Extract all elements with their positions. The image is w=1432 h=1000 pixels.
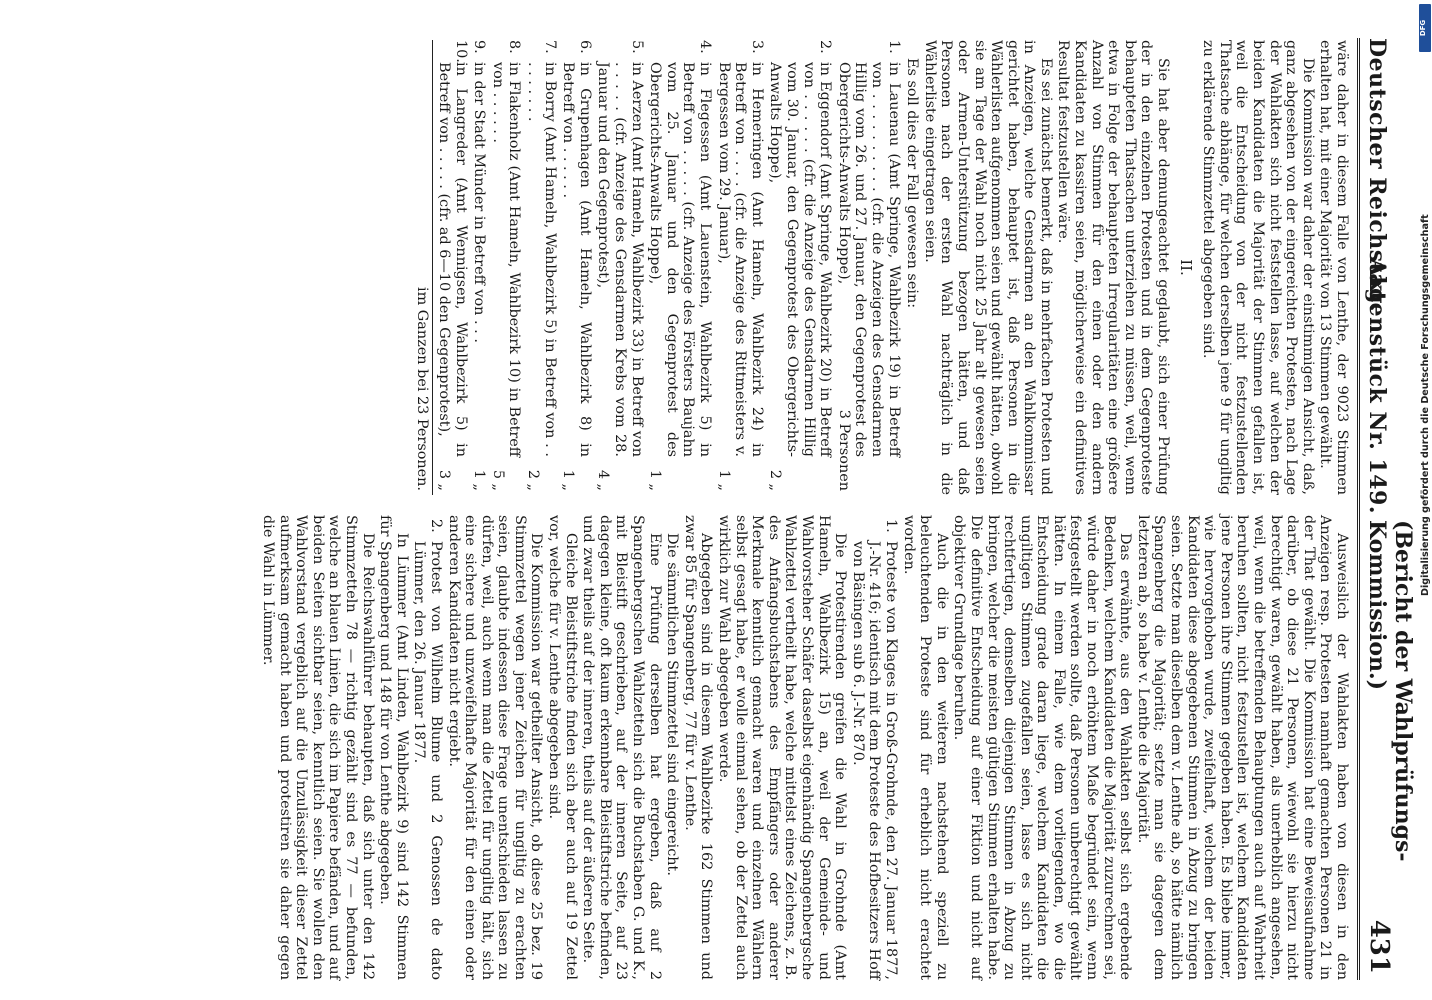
paragraph: Es soll dies der Fall gewesen sein: (904, 58, 921, 309)
item-number: 2. (427, 519, 444, 533)
item-number: 1. (882, 519, 899, 533)
item-number: 3. (748, 40, 765, 54)
paragraph: Die sämmtlichen Stimmzettel sind eingereicht. (664, 533, 681, 876)
item-number: 2. (817, 40, 834, 54)
paragraph: Gleiche Bleistiftstriche finden sich aber auch auf 19 Zettel vor, welche für v. Lenthe abgegeben sind. (546, 515, 579, 980)
paragraph: Die Kommission war getheilter Ansicht, ob diese 25 bez. 19 Stimmzettel wegen jener Zeichen für ungiltig zu erachten seien, glaubte indessen diese Frage unentschieden lassen zu dürfen, weil, auch wenn man die Zettel für ungiltig hält, sich eine sichere und unzweifelhafte Majorität für den einen oder anderen Kandidaten nicht ergiebt. (445, 515, 545, 980)
list-item (471, 40, 488, 495)
header-title: Deutscher Reichstag. (1364, 38, 1390, 313)
item-count: 1 „ (560, 469, 577, 491)
paragraph: Das erwähnte, aus den Wahlakten selbst sich ergebende Bedenken, welchem Kandidaten die Majorität zuzurechnen sei, würde daher in noch erhöhtem Maße begründet sein, wenn festgestellt werden sollte, daß Personen unberechtigt gewählt hätten. In einem Falle, wie dem vorliegenden, wo die Entscheidung grade daran liege, welchem Kandidaten die ungiltigen Stimmen zugefallen seien, lasse es sich nicht rechtfertigen, demselben diejenigen Stimmen in Abzug zu bringen, welcher die meisten gültigen Stimmen erhalten habe. Die definitive Entscheidung auf einer Fiktion und nicht auf objektiver Grundlage beruhen. (951, 515, 1134, 980)
item-count: 2 „ (767, 469, 784, 491)
paragraph: Es sei zunächst bemerkt, daß in mehrfachen Protesten und in Anzeigen, welche Gensdarmen an den Wahlkommissar gerichtet haben, behauptet ist, daß Personen in die Wählerlisten aufgenommen seien und gewählt hätten, obwohl sie am Tage der Wahl noch nicht 25 Jahr alt gewesen seien oder Armen-Unterstützung bezogen hätten, und daß Personen nach der ersten Wahl nachträglich in die Wählerliste eingetragen seien. (921, 40, 1054, 495)
item-text: in der Stadt Münder in Betreff von . . . (471, 62, 488, 343)
running-header-left (1357, 38, 1392, 518)
running-header-right (1357, 510, 1416, 980)
paragraph: Abgegeben sind in diesem Wahlbezirke 162 Stimmen und zwar 85 für Spangenberg, 77 für v. Lenthe. (681, 515, 715, 980)
item-text: Protest von Wilhelm Blume und 2 Genossen de dato Lümmer, den 26. Januar 1877. (411, 541, 444, 980)
list-item (767, 40, 833, 495)
list-item (849, 515, 899, 980)
item-text: in Eggendorf (Amt Springe, Wahlbezirk 20) in Betreff von . . . . . . (cfr. die Anzeige des Gensdarmen Hillig vom 30. Januar, den Gegenprotest des Obergerichts-Anwalts Hoppe), (767, 62, 834, 457)
item-number: 1. (885, 40, 902, 54)
total-line: im Ganzen bei 23 Personen. (413, 40, 433, 495)
list-item (560, 40, 593, 495)
item-number: 10. (452, 40, 469, 63)
item-number: 5. (628, 40, 645, 54)
list-item (835, 40, 901, 495)
header-document-number: Aktenstück Nr. 149. (1364, 258, 1390, 514)
margin-credit-text: Digitalisierung gefördert durch die Deutsche Forschungsgemeinschaft (1420, 214, 1431, 596)
left-column (413, 40, 1350, 495)
paragraph: Ausweislich der Wahlakten haben von diesen in den Anzeigen resp. Protesten namhaft gemachten Personen 21 in der That gewählt. Die Kommission hat eine Beweisaufnahme darüber, ob diese 21 Personen, wiewohl sie hierzu nicht berechtigt waren, gewählt haben, als unerheblich angesehen, weil, wenn die betreffenden Behauptungen auch auf Wahrheit beruhen sollten, nicht festzustellen ist, welchem Kandidaten jene Personen ihre Stimmen gegeben haben. Es bliebe immer, wie hervorgehoben wurde, zweifelhaft, welchem der beiden Kandidaten diese abgegebenen Stimmen in Abzug zu bringen seien. Setzte man dieselben dem v. Lenthe ab, so hätte nämlich Spangenberg die Majorität; setzte man sie dagegen dem letzteren ab, so habe v. Lenthe die Majorität. (1134, 515, 1350, 980)
item-count: 5 „ (489, 469, 506, 491)
paragraph: In Lümmer (Amt Linden, Wahlbezirk 9) sind 142 Stimmen für Spangenberg und 148 für von Lenthe abgegeben. (377, 515, 410, 980)
list-item (595, 40, 645, 495)
item-count: 1 „ (715, 469, 732, 491)
list-item (647, 40, 713, 495)
item-number: 7. (541, 40, 558, 54)
paragraph: Eine Prüfung derselben hat ergeben, daß auf 2 Spangenbergschen Wahlzetteln sich die Buchstaben G. und K., mit Bleistift geschrieben, auf der inneren Seite, auf 23 dagegen kleine, oft kaum erkennbare Bleistiftstriche befinden, und zwar theils auf der inneren, theils auf der äußeren Seite. (580, 515, 663, 980)
item-text: in Aerzen (Amt Hameln, Wahlbezirk 33) in Betreff von . . . . . (cfr. Anzeige des Gensdarmen Krebs vom 28. Januar und den Gegenprotest), (595, 62, 645, 457)
section-heading: II. (1176, 259, 1195, 276)
item-number: 8. (506, 40, 523, 54)
item-count: 1 „ (471, 469, 488, 491)
item-text: in Lauenau (Amt Springe, Wahlbezirk 19) in Betreff von . . . . . . . . . . (cfr. die Anzeigen des Gensdarmen Hillig vom 26. und 27. Januar, den Gegenprotest des Obergerichts-Anwalts Hoppe), (835, 62, 902, 457)
item-text: in Grupenhagen (Amt Hameln, Wahlbezirk 8) in Betreff von . . . . . . (560, 62, 593, 457)
item-text: in Langreder (Amt Wennigsen, Wahlbezirk 5) in Betreff von . . . . . (cfr. ad 6—10 den Gegenprotest), (436, 62, 469, 457)
dfg-logo-text: DFG (1419, 19, 1428, 37)
right-column (258, 515, 1350, 980)
paragraph: Sie hat aber demungeachtet geglaubt, sich einer Prüfung der in den einzelnen Protesten und in dem Gegenproteste behaupteten Thatsachen unterziehen zu müssen, weil, wenn etwa in Folge der behaupteten Irregularitäten eine größere Anzahl von Stimmen für den einen oder den andern Kandidaten zu kassiren seien, möglicherweise ein definitives Resultat festzustellen wäre. (1055, 40, 1172, 495)
paragraph: Die Kommission war daher der einstimmigen Ansicht, daß, ganz abgesehen von der eingereichten Protesten, nach Lage der Wahlakten sich nicht feststellen lasse, auf welchen der beiden Kandidaten die Majorität der Stimmen gefallen ist, weil die Entscheidung von der nicht festzustellenden Thatsache abhänge, für welchen derselben jene 9 für ungiltig zu erklärende Stimmzettel abgegeben sind. (1200, 40, 1316, 495)
item-count: 3 „ (436, 469, 453, 491)
list-item (411, 515, 444, 980)
item-count: 1 „ (647, 469, 664, 491)
item-number: 4. (697, 40, 714, 54)
item-text: in Flakenholz (Amt Hameln, Wahlbezirk 10) in Betreff von . . . . . . (489, 62, 523, 457)
person-count-list (436, 40, 902, 495)
protest-list-2 (411, 515, 444, 980)
paragraph: Die Reichswahlführer behaupten, daß sich unter den 142 Stimmzetteln 78 — richtig gezählt sind es 77 — befunden, welche an blauen Linien, die sich im Papiere befänden, und auf beiden Seiten sichtbar seien, kenntlich seien. Sie wollen den Wahlvorstand vergeblich auf die Unzulässigkeit dieser Zettel aufmerksam gemacht haben und protestiren sie daher gegen die Wahl in Lümmer. (260, 515, 376, 980)
item-text: Proteste von Klages in Groß-Grohnde, den 27. Januar 1877, J.-Nr. 416; identisch mit dem Proteste des Hofbesitzers Hoff von Bäsingen sub 6. J.-Nr. 870. (849, 541, 899, 980)
protest-list-1 (849, 515, 899, 980)
item-text: in Flegessen (Amt Lauenstein, Wahlbezirk 5) in Betreff von . . . . . (cfr. Anzeige des Försters Baujahn vom 25. Januar und den Gegenprotest des Obergerichts-Anwalts Hoppe), (647, 62, 714, 457)
item-text: in Hemeringen (Amt Hameln, Wahlbezirk 24) in Betreff von . . . . (cfr. die Anzeige des Rittmeisters v. Bergessen vom 29. Januar), (715, 62, 765, 457)
item-number: 6. (576, 40, 593, 54)
paragraph: Auch die in den weiteren nachstehend speziell zu beleuchtenden Proteste sind für erheblich nicht erachtet worden. (900, 515, 950, 980)
list-item (715, 40, 765, 495)
item-text: in Borry (Amt Hameln, Wahlbezirk 5) in Betreff von . . . . . . . . . (525, 62, 558, 457)
item-count: 4 „ (595, 469, 612, 491)
item-count: 2 „ (525, 469, 542, 491)
item-number: 9. (471, 40, 488, 54)
list-item (436, 40, 469, 495)
header-report-title: (Bericht der Wahlprüfungs-Kommission.) (1364, 520, 1416, 862)
paragraph: wäre daher in diesem Falle von Lenthe, der 9023 Stimmen erhalten hat, mit einer Majorität von 13 Stimmen gewählt. (1317, 40, 1350, 495)
paragraph: Die Protestirenden greifen die Wahl in Grohnde (Amt Hameln, Wahlbezirk 15) an, weil der Gemeinde- und Wahlvorsteher Schäfer daselbst eigenhändig Spangenbergsche Wahlzettel vertheilt habe, welche mittelst eines Zeichens, z. B. des Anfangsbuchstabens des Empfängers oder anderer Merkmale kenntlich gemacht waren und einzelnen Wählern selbst gesagt habe, er wolle einmal sehen, ob der Zettel auch wirklich zur Wahl abgegeben werde. (716, 515, 849, 980)
page-number: 431 (1364, 919, 1394, 974)
list-item (525, 40, 558, 495)
item-count: 3 Personen (835, 409, 852, 491)
list-item (489, 40, 522, 495)
